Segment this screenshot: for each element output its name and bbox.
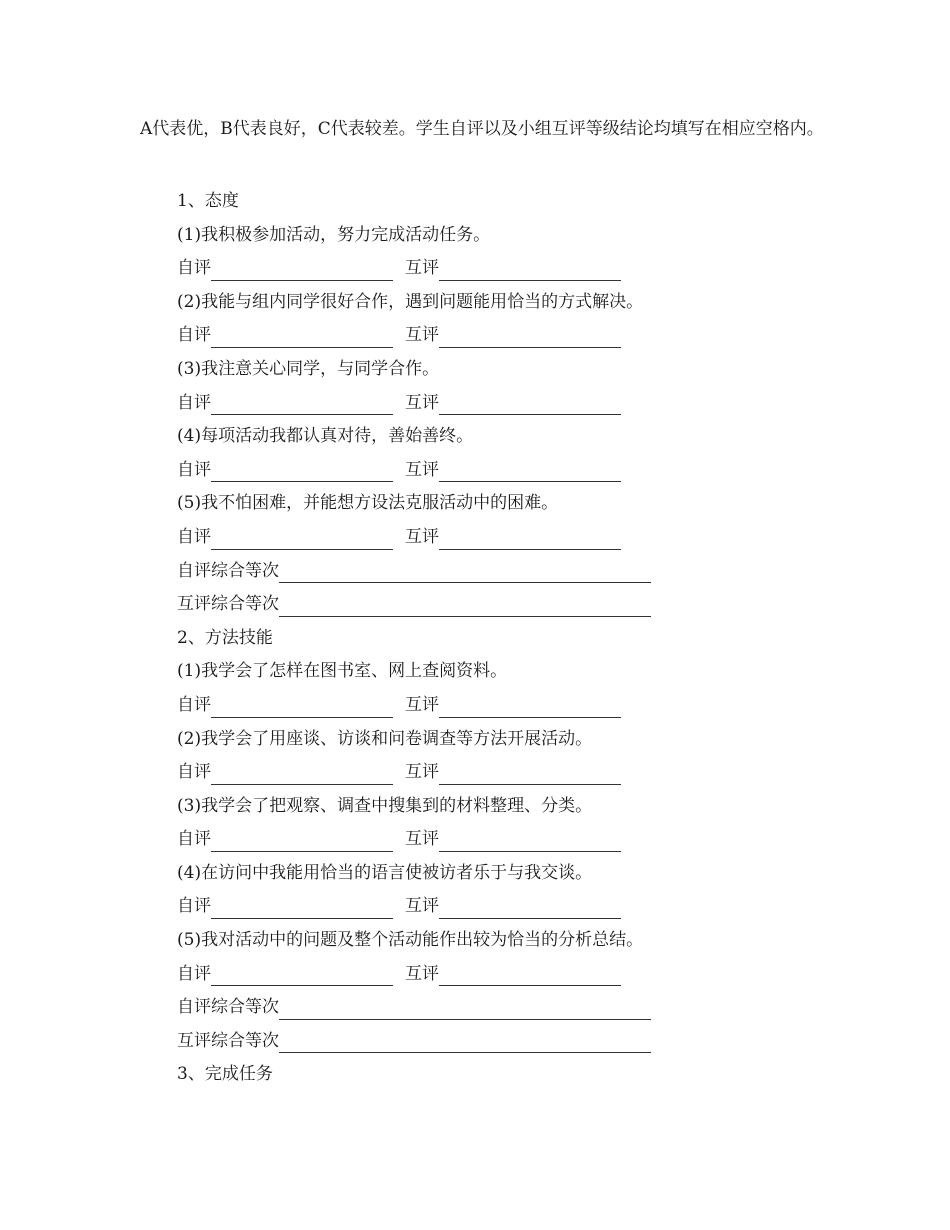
peer-eval-label: 互评 [405, 896, 439, 917]
overall-peer-row [177, 1025, 797, 1059]
self-eval-blank[interactable] [211, 760, 393, 785]
peer-eval-blank[interactable] [439, 256, 621, 281]
section-heading: 2、方法技能 [177, 627, 273, 648]
section-heading: 1、态度 [177, 191, 239, 211]
self-overall-blank[interactable] [279, 995, 651, 1020]
overall-peer-row [177, 588, 797, 622]
peer-eval-label: 互评 [405, 694, 439, 715]
peer-eval-label: 互评 [405, 459, 439, 480]
self-overall-label: 自评综合等次 [177, 997, 279, 1018]
peer-eval-label: 互评 [405, 829, 439, 850]
self-eval-label: 自评 [177, 459, 211, 480]
self-overall-blank[interactable] [279, 558, 651, 583]
peer-overall-blank[interactable] [279, 1028, 651, 1053]
evaluation-item: (2)我学会了用座谈、访谈和问卷调查等方法开展活动。 [177, 728, 593, 749]
peer-eval-blank[interactable] [439, 323, 621, 348]
peer-overall-label: 互评综合等次 [177, 594, 279, 615]
peer-eval-label: 互评 [405, 325, 439, 346]
peer-overall-label: 互评综合等次 [177, 1030, 279, 1051]
overall-self-row [177, 991, 797, 1025]
evaluation-item: (2)我能与组内同学很好合作，遇到问题能用恰当的方式解决。 [177, 291, 644, 312]
self-eval-blank[interactable] [211, 827, 393, 852]
self-eval-label: 自评 [177, 258, 211, 279]
rating-row [177, 387, 797, 421]
self-eval-label: 自评 [177, 896, 211, 917]
peer-eval-blank[interactable] [439, 827, 621, 852]
rating-row [177, 823, 797, 857]
rating-row [177, 756, 797, 790]
self-eval-label: 自评 [177, 963, 211, 984]
self-eval-blank[interactable] [211, 323, 393, 348]
self-eval-blank[interactable] [211, 256, 393, 281]
peer-eval-label: 互评 [405, 392, 439, 413]
self-eval-blank[interactable] [211, 894, 393, 919]
evaluation-content [177, 185, 797, 1092]
rating-row [177, 689, 797, 723]
peer-eval-blank[interactable] [439, 457, 621, 482]
self-eval-blank[interactable] [211, 961, 393, 986]
section-heading: 3、完成任务 [177, 1064, 273, 1085]
rating-row [177, 454, 797, 488]
evaluation-item: (4)在访问中我能用恰当的语言使被访者乐于与我交谈。 [177, 862, 593, 883]
rating-row [177, 958, 797, 992]
peer-eval-blank[interactable] [439, 693, 621, 718]
evaluation-item: (5)我对活动中的问题及整个活动能作出较为恰当的分析总结。 [177, 930, 644, 951]
self-eval-label: 自评 [177, 829, 211, 850]
self-eval-label: 自评 [177, 392, 211, 413]
evaluation-item: (5)我不怕困难，并能想方设法克服活动中的困难。 [177, 493, 559, 514]
rating-row [177, 319, 797, 353]
self-eval-label: 自评 [177, 694, 211, 715]
peer-eval-label: 互评 [405, 258, 439, 279]
peer-eval-blank[interactable] [439, 760, 621, 785]
peer-eval-label: 互评 [405, 963, 439, 984]
peer-eval-label: 互评 [405, 762, 439, 783]
evaluation-item: (1)我学会了怎样在图书室、网上查阅资料。 [177, 661, 508, 682]
self-eval-label: 自评 [177, 762, 211, 783]
intro-paragraph: A代表优，B代表良好，C代表较差。学生自评以及小组互评等级结论均填写在相应空格内。 [140, 119, 824, 139]
peer-eval-blank[interactable] [439, 894, 621, 919]
peer-eval-blank[interactable] [439, 961, 621, 986]
peer-overall-blank[interactable] [279, 592, 651, 617]
self-eval-blank[interactable] [211, 693, 393, 718]
rating-row [177, 890, 797, 924]
peer-eval-blank[interactable] [439, 390, 621, 415]
self-eval-label: 自评 [177, 526, 211, 547]
self-eval-blank[interactable] [211, 390, 393, 415]
evaluation-item: (4)每项活动我都认真对待，善始善终。 [177, 426, 474, 447]
self-overall-label: 自评综合等次 [177, 560, 279, 581]
peer-eval-blank[interactable] [439, 525, 621, 550]
peer-eval-label: 互评 [405, 526, 439, 547]
self-eval-blank[interactable] [211, 457, 393, 482]
evaluation-item: (3)我注意关心同学，与同学合作。 [177, 358, 440, 379]
self-eval-blank[interactable] [211, 525, 393, 550]
evaluation-item: (1)我积极参加活动，努力完成活动任务。 [177, 224, 491, 245]
rating-row [177, 521, 797, 555]
rating-row [177, 252, 797, 286]
evaluation-item: (3)我学会了把观察、调查中搜集到的材料整理、分类。 [177, 795, 593, 816]
overall-self-row [177, 555, 797, 589]
self-eval-label: 自评 [177, 325, 211, 346]
